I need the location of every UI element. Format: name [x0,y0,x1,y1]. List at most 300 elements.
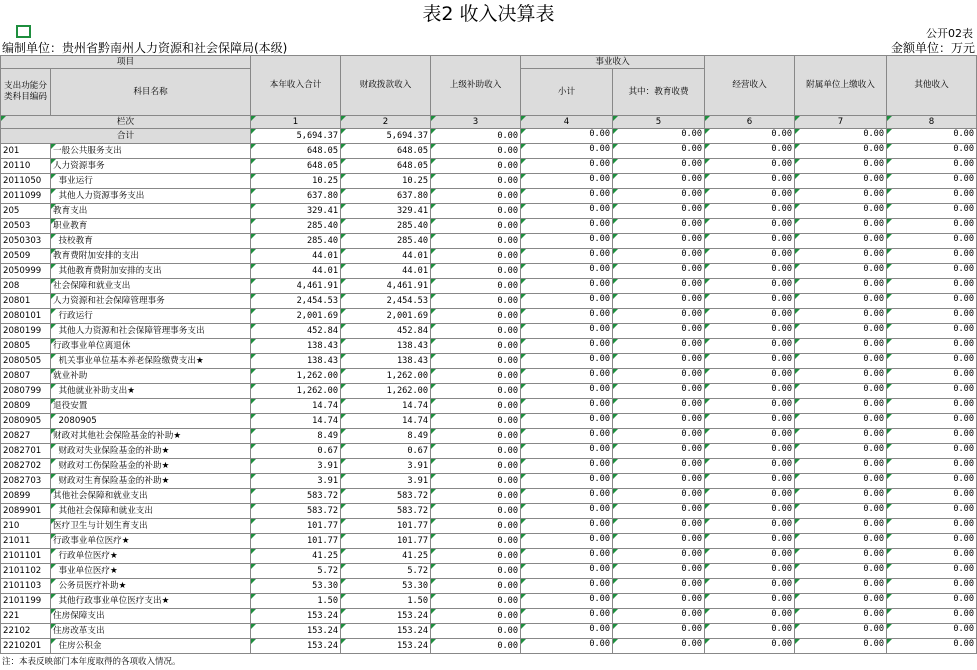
amount-cell[interactable]: 44.01 [341,249,431,264]
amount-cell[interactable]: 4,461.91 [341,279,431,294]
amount-cell[interactable]: 0.00 [795,624,887,639]
amount-cell[interactable]: 0.00 [795,189,887,204]
subject-code-cell[interactable]: 2082702 [1,459,51,474]
subject-name-cell[interactable]: 职业教育 [51,219,251,234]
subject-code-cell[interactable]: 201 [1,144,51,159]
amount-cell[interactable]: 1,262.00 [251,384,341,399]
amount-cell[interactable]: 0.00 [795,249,887,264]
subject-name-cell[interactable]: 住房保障支出 [51,609,251,624]
amount-cell[interactable]: 0.00 [705,309,795,324]
amount-cell[interactable]: 0.00 [795,594,887,609]
amount-cell[interactable]: 0.00 [795,639,887,654]
amount-cell[interactable]: 0.00 [521,294,613,309]
column-number-cell[interactable]: 2 [341,116,431,129]
header-total-income[interactable]: 本年收入合计 [251,56,341,116]
total-label[interactable]: 合计 [1,129,251,144]
amount-cell[interactable]: 0.00 [705,384,795,399]
amount-cell[interactable]: 0.00 [431,309,521,324]
amount-cell[interactable]: 0.00 [887,474,977,489]
amount-cell[interactable]: 0.00 [887,534,977,549]
amount-cell[interactable]: 0.00 [431,594,521,609]
amount-cell[interactable]: 0.67 [251,444,341,459]
total-value-cell[interactable]: 0.00 [521,129,613,144]
amount-cell[interactable]: 0.00 [887,144,977,159]
amount-cell[interactable]: 0.00 [521,504,613,519]
amount-cell[interactable]: 153.24 [341,639,431,654]
amount-cell[interactable]: 0.00 [521,234,613,249]
amount-cell[interactable]: 0.00 [431,234,521,249]
amount-cell[interactable]: 583.72 [251,489,341,504]
amount-cell[interactable]: 153.24 [251,609,341,624]
amount-cell[interactable]: 0.00 [705,609,795,624]
amount-cell[interactable]: 0.00 [431,474,521,489]
amount-cell[interactable]: 0.00 [887,624,977,639]
amount-cell[interactable]: 0.00 [705,369,795,384]
amount-cell[interactable]: 0.00 [521,489,613,504]
subject-name-cell[interactable]: 行政事业单位医疗★ [51,534,251,549]
subject-code-cell[interactable]: 2082701 [1,444,51,459]
subject-code-cell[interactable]: 2089901 [1,504,51,519]
amount-cell[interactable]: 0.00 [521,534,613,549]
amount-cell[interactable]: 0.00 [613,219,705,234]
amount-cell[interactable]: 1,262.00 [341,384,431,399]
amount-cell[interactable]: 0.00 [705,429,795,444]
amount-cell[interactable]: 0.00 [795,429,887,444]
amount-cell[interactable]: 0.00 [887,549,977,564]
column-number-cell[interactable]: 1 [251,116,341,129]
amount-cell[interactable]: 0.00 [521,444,613,459]
amount-cell[interactable]: 0.00 [887,294,977,309]
subject-name-cell[interactable]: 公务员医疗补助★ [51,579,251,594]
amount-cell[interactable]: 0.00 [521,339,613,354]
subject-code-cell[interactable]: 205 [1,204,51,219]
subject-name-cell[interactable]: 退役安置 [51,399,251,414]
amount-cell[interactable]: 0.00 [705,519,795,534]
header-affiliated-income[interactable]: 附属单位上缴收入 [795,56,887,116]
amount-cell[interactable]: 0.00 [795,549,887,564]
amount-cell[interactable]: 0.00 [431,519,521,534]
amount-cell[interactable]: 1,262.00 [251,369,341,384]
amount-cell[interactable]: 0.00 [795,384,887,399]
amount-cell[interactable]: 0.00 [887,399,977,414]
amount-cell[interactable]: 0.00 [795,309,887,324]
subject-name-cell[interactable]: 财政对失业保险基金的补助★ [51,444,251,459]
amount-cell[interactable]: 0.00 [613,189,705,204]
amount-cell[interactable]: 10.25 [341,174,431,189]
amount-cell[interactable]: 0.00 [705,624,795,639]
amount-cell[interactable]: 3.91 [341,474,431,489]
amount-cell[interactable]: 153.24 [251,639,341,654]
amount-cell[interactable]: 0.00 [795,339,887,354]
amount-cell[interactable]: 0.00 [795,294,887,309]
subject-code-cell[interactable]: 208 [1,279,51,294]
column-number-cell[interactable]: 8 [887,116,977,129]
amount-cell[interactable]: 8.49 [251,429,341,444]
amount-cell[interactable]: 0.00 [431,489,521,504]
amount-cell[interactable]: 0.00 [705,219,795,234]
subject-name-cell[interactable]: 技校教育 [51,234,251,249]
amount-cell[interactable]: 452.84 [341,324,431,339]
subject-name-cell[interactable]: 事业运行 [51,174,251,189]
amount-cell[interactable]: 1,262.00 [341,369,431,384]
amount-cell[interactable]: 0.00 [613,549,705,564]
amount-cell[interactable]: 0.00 [431,639,521,654]
amount-cell[interactable]: 41.25 [341,549,431,564]
amount-cell[interactable]: 0.00 [521,354,613,369]
amount-cell[interactable]: 0.00 [613,474,705,489]
amount-cell[interactable]: 2,001.69 [251,309,341,324]
amount-cell[interactable]: 0.00 [431,414,521,429]
amount-cell[interactable]: 0.00 [887,189,977,204]
amount-cell[interactable]: 0.00 [521,219,613,234]
amount-cell[interactable]: 0.00 [613,609,705,624]
subject-name-cell[interactable]: 其他社会保障和就业支出 [51,504,251,519]
amount-cell[interactable]: 101.77 [341,534,431,549]
amount-cell[interactable]: 153.24 [341,624,431,639]
amount-cell[interactable]: 637.80 [341,189,431,204]
amount-cell[interactable]: 0.00 [795,459,887,474]
subject-name-cell[interactable]: 其他就业补助支出★ [51,384,251,399]
amount-cell[interactable]: 0.00 [521,144,613,159]
amount-cell[interactable]: 1.50 [341,594,431,609]
total-value-cell[interactable]: 0.00 [705,129,795,144]
amount-cell[interactable]: 452.84 [251,324,341,339]
subject-name-cell[interactable]: 住房公积金 [51,639,251,654]
amount-cell[interactable]: 0.00 [521,474,613,489]
amount-cell[interactable]: 0.00 [887,639,977,654]
amount-cell[interactable]: 0.00 [431,294,521,309]
amount-cell[interactable]: 285.40 [341,219,431,234]
subject-code-cell[interactable]: 2050303 [1,234,51,249]
amount-cell[interactable]: 0.00 [431,444,521,459]
amount-cell[interactable]: 0.00 [521,579,613,594]
amount-cell[interactable]: 0.00 [613,399,705,414]
subject-name-cell[interactable]: 财政对其他社会保险基金的补助★ [51,429,251,444]
amount-cell[interactable]: 8.49 [341,429,431,444]
amount-cell[interactable]: 0.00 [887,249,977,264]
amount-cell[interactable]: 0.00 [613,369,705,384]
amount-cell[interactable]: 0.00 [795,519,887,534]
amount-cell[interactable]: 0.00 [613,339,705,354]
amount-cell[interactable]: 0.00 [795,279,887,294]
amount-cell[interactable]: 0.00 [705,264,795,279]
column-index-label[interactable]: 栏次 [1,116,251,129]
subject-code-cell[interactable]: 2050999 [1,264,51,279]
amount-cell[interactable]: 101.77 [251,534,341,549]
column-number-cell[interactable]: 5 [613,116,705,129]
amount-cell[interactable]: 648.05 [341,144,431,159]
amount-cell[interactable]: 0.00 [431,219,521,234]
column-number-cell[interactable]: 4 [521,116,613,129]
header-business-income[interactable]: 事业收入 [521,56,705,69]
amount-cell[interactable]: 0.00 [431,339,521,354]
amount-cell[interactable]: 2,454.53 [251,294,341,309]
amount-cell[interactable]: 0.00 [887,579,977,594]
amount-cell[interactable]: 0.00 [521,369,613,384]
amount-cell[interactable]: 0.00 [705,549,795,564]
amount-cell[interactable]: 0.00 [887,504,977,519]
amount-cell[interactable]: 0.00 [521,639,613,654]
amount-cell[interactable]: 0.00 [887,444,977,459]
subject-name-cell[interactable]: 一般公共服务支出 [51,144,251,159]
subject-code-cell[interactable]: 2080505 [1,354,51,369]
subject-code-cell[interactable]: 20809 [1,399,51,414]
amount-cell[interactable]: 0.00 [521,189,613,204]
amount-cell[interactable]: 0.00 [431,159,521,174]
amount-cell[interactable]: 138.43 [341,354,431,369]
amount-cell[interactable]: 138.43 [341,339,431,354]
header-superior-subsidy[interactable]: 上级补助收入 [431,56,521,116]
subject-name-cell[interactable]: 就业补助 [51,369,251,384]
subject-name-cell[interactable]: 人力资源事务 [51,159,251,174]
amount-cell[interactable]: 0.00 [795,564,887,579]
amount-cell[interactable]: 0.00 [705,234,795,249]
subject-code-cell[interactable]: 221 [1,609,51,624]
amount-cell[interactable]: 0.00 [705,324,795,339]
header-code[interactable]: 支出功能分类科目编码 [1,69,51,116]
amount-cell[interactable]: 0.00 [705,639,795,654]
amount-cell[interactable]: 0.00 [613,354,705,369]
subject-name-cell[interactable]: 医疗卫生与计划生育支出 [51,519,251,534]
header-other-income[interactable]: 其他收入 [887,56,977,116]
amount-cell[interactable]: 0.00 [887,174,977,189]
subject-code-cell[interactable]: 2210201 [1,639,51,654]
amount-cell[interactable]: 101.77 [341,519,431,534]
amount-cell[interactable]: 0.00 [705,339,795,354]
amount-cell[interactable]: 0.00 [613,579,705,594]
amount-cell[interactable]: 0.00 [431,564,521,579]
amount-cell[interactable]: 0.00 [613,234,705,249]
amount-cell[interactable]: 153.24 [341,609,431,624]
subject-name-cell[interactable]: 事业单位医疗★ [51,564,251,579]
subject-name-cell[interactable]: 机关事业单位基本养老保险缴费支出★ [51,354,251,369]
amount-cell[interactable]: 0.00 [705,459,795,474]
amount-cell[interactable]: 0.00 [705,444,795,459]
amount-cell[interactable]: 5.72 [341,564,431,579]
amount-cell[interactable]: 583.72 [341,504,431,519]
amount-cell[interactable]: 583.72 [251,504,341,519]
amount-cell[interactable]: 0.00 [613,459,705,474]
amount-cell[interactable]: 0.00 [521,324,613,339]
amount-cell[interactable]: 0.00 [887,489,977,504]
amount-cell[interactable]: 0.00 [795,219,887,234]
amount-cell[interactable]: 0.00 [705,174,795,189]
amount-cell[interactable]: 583.72 [341,489,431,504]
amount-cell[interactable]: 0.00 [431,189,521,204]
amount-cell[interactable]: 0.00 [613,489,705,504]
amount-cell[interactable]: 138.43 [251,339,341,354]
subject-name-cell[interactable]: 其他行政事业单位医疗支出★ [51,594,251,609]
amount-cell[interactable]: 648.05 [251,159,341,174]
total-value-cell[interactable]: 0.00 [795,129,887,144]
amount-cell[interactable]: 0.00 [521,309,613,324]
amount-cell[interactable]: 0.00 [431,609,521,624]
subject-code-cell[interactable]: 20110 [1,159,51,174]
subject-code-cell[interactable]: 20503 [1,219,51,234]
column-number-cell[interactable]: 7 [795,116,887,129]
amount-cell[interactable]: 648.05 [341,159,431,174]
amount-cell[interactable]: 0.00 [705,204,795,219]
amount-cell[interactable]: 0.00 [705,354,795,369]
subject-code-cell[interactable]: 20805 [1,339,51,354]
total-value-cell[interactable]: 5,694.37 [341,129,431,144]
header-fiscal-income[interactable]: 财政拨款收入 [341,56,431,116]
subject-name-cell[interactable]: 住房改革支出 [51,624,251,639]
amount-cell[interactable]: 0.00 [613,564,705,579]
amount-cell[interactable]: 0.00 [887,234,977,249]
amount-cell[interactable]: 101.77 [251,519,341,534]
amount-cell[interactable]: 0.00 [431,624,521,639]
amount-cell[interactable]: 0.00 [795,609,887,624]
subject-code-cell[interactable]: 2101103 [1,579,51,594]
amount-cell[interactable]: 0.00 [795,264,887,279]
amount-cell[interactable]: 0.00 [431,279,521,294]
amount-cell[interactable]: 0.00 [613,264,705,279]
amount-cell[interactable]: 0.67 [341,444,431,459]
amount-cell[interactable]: 0.00 [613,639,705,654]
amount-cell[interactable]: 0.00 [521,279,613,294]
amount-cell[interactable]: 0.00 [887,369,977,384]
subject-code-cell[interactable]: 2080799 [1,384,51,399]
amount-cell[interactable]: 0.00 [705,489,795,504]
subject-name-cell[interactable]: 其他教育费附加安排的支出 [51,264,251,279]
amount-cell[interactable]: 0.00 [431,264,521,279]
total-value-cell[interactable]: 0.00 [613,129,705,144]
subject-code-cell[interactable]: 20899 [1,489,51,504]
amount-cell[interactable]: 0.00 [521,549,613,564]
total-value-cell[interactable]: 0.00 [887,129,977,144]
amount-cell[interactable]: 0.00 [887,219,977,234]
amount-cell[interactable]: 0.00 [795,414,887,429]
amount-cell[interactable]: 0.00 [521,384,613,399]
amount-cell[interactable]: 2,454.53 [341,294,431,309]
amount-cell[interactable]: 0.00 [887,309,977,324]
total-value-cell[interactable]: 0.00 [431,129,521,144]
amount-cell[interactable]: 0.00 [521,174,613,189]
amount-cell[interactable]: 41.25 [251,549,341,564]
amount-cell[interactable]: 0.00 [431,399,521,414]
subject-name-cell[interactable]: 人力资源和社会保障管理事务 [51,294,251,309]
amount-cell[interactable]: 329.41 [341,204,431,219]
amount-cell[interactable]: 0.00 [795,369,887,384]
active-cell-cursor[interactable] [16,25,31,38]
subject-name-cell[interactable]: 教育费附加安排的支出 [51,249,251,264]
amount-cell[interactable]: 0.00 [613,309,705,324]
subject-code-cell[interactable]: 20807 [1,369,51,384]
subject-name-cell[interactable]: 财政对工伤保险基金的补助★ [51,459,251,474]
amount-cell[interactable]: 0.00 [613,429,705,444]
amount-cell[interactable]: 53.30 [251,579,341,594]
amount-cell[interactable]: 0.00 [887,354,977,369]
amount-cell[interactable]: 4,461.91 [251,279,341,294]
amount-cell[interactable]: 0.00 [521,624,613,639]
amount-cell[interactable]: 0.00 [521,159,613,174]
subject-code-cell[interactable]: 2082703 [1,474,51,489]
amount-cell[interactable]: 0.00 [795,444,887,459]
amount-cell[interactable]: 0.00 [795,324,887,339]
amount-cell[interactable]: 0.00 [613,279,705,294]
amount-cell[interactable]: 0.00 [521,264,613,279]
subject-code-cell[interactable]: 20827 [1,429,51,444]
subject-code-cell[interactable]: 2080199 [1,324,51,339]
amount-cell[interactable]: 0.00 [613,519,705,534]
amount-cell[interactable]: 0.00 [887,264,977,279]
amount-cell[interactable]: 0.00 [887,279,977,294]
amount-cell[interactable]: 0.00 [887,324,977,339]
amount-cell[interactable]: 0.00 [795,399,887,414]
amount-cell[interactable]: 10.25 [251,174,341,189]
amount-cell[interactable]: 0.00 [431,174,521,189]
amount-cell[interactable]: 0.00 [887,429,977,444]
column-number-cell[interactable]: 6 [705,116,795,129]
subject-name-cell[interactable]: 行政事业单位离退休 [51,339,251,354]
amount-cell[interactable]: 0.00 [887,609,977,624]
amount-cell[interactable]: 0.00 [887,519,977,534]
amount-cell[interactable]: 0.00 [431,144,521,159]
subject-code-cell[interactable]: 21011 [1,534,51,549]
amount-cell[interactable]: 285.40 [251,219,341,234]
amount-cell[interactable]: 0.00 [705,279,795,294]
amount-cell[interactable]: 0.00 [613,594,705,609]
amount-cell[interactable]: 0.00 [887,339,977,354]
amount-cell[interactable]: 2,001.69 [341,309,431,324]
amount-cell[interactable]: 0.00 [521,609,613,624]
amount-cell[interactable]: 0.00 [887,594,977,609]
amount-cell[interactable]: 0.00 [613,624,705,639]
amount-cell[interactable]: 138.43 [251,354,341,369]
amount-cell[interactable]: 0.00 [795,579,887,594]
amount-cell[interactable]: 0.00 [431,429,521,444]
amount-cell[interactable]: 0.00 [431,384,521,399]
subject-code-cell[interactable]: 2101101 [1,549,51,564]
amount-cell[interactable]: 0.00 [887,564,977,579]
amount-cell[interactable]: 0.00 [887,159,977,174]
amount-cell[interactable]: 53.30 [341,579,431,594]
amount-cell[interactable]: 0.00 [613,444,705,459]
subject-code-cell[interactable]: 2011050 [1,174,51,189]
subject-name-cell[interactable]: 行政单位医疗★ [51,549,251,564]
subject-code-cell[interactable]: 20509 [1,249,51,264]
amount-cell[interactable]: 0.00 [705,594,795,609]
amount-cell[interactable]: 0.00 [795,504,887,519]
amount-cell[interactable]: 0.00 [613,204,705,219]
amount-cell[interactable]: 0.00 [705,144,795,159]
amount-cell[interactable]: 44.01 [251,249,341,264]
subject-code-cell[interactable]: 2080101 [1,309,51,324]
amount-cell[interactable]: 0.00 [705,399,795,414]
amount-cell[interactable]: 153.24 [251,624,341,639]
amount-cell[interactable]: 0.00 [521,594,613,609]
amount-cell[interactable]: 0.00 [887,204,977,219]
amount-cell[interactable]: 0.00 [521,204,613,219]
amount-cell[interactable]: 3.91 [341,459,431,474]
amount-cell[interactable]: 0.00 [705,534,795,549]
amount-cell[interactable]: 0.00 [521,459,613,474]
amount-cell[interactable]: 0.00 [613,294,705,309]
amount-cell[interactable]: 0.00 [431,579,521,594]
amount-cell[interactable]: 0.00 [521,564,613,579]
subject-name-cell[interactable]: 2080905 [51,414,251,429]
amount-cell[interactable]: 329.41 [251,204,341,219]
amount-cell[interactable]: 44.01 [251,264,341,279]
column-number-cell[interactable]: 3 [431,116,521,129]
amount-cell[interactable]: 0.00 [705,474,795,489]
amount-cell[interactable]: 0.00 [521,414,613,429]
amount-cell[interactable]: 285.40 [341,234,431,249]
amount-cell[interactable]: 0.00 [887,459,977,474]
subject-code-cell[interactable]: 2101199 [1,594,51,609]
amount-cell[interactable]: 0.00 [431,249,521,264]
